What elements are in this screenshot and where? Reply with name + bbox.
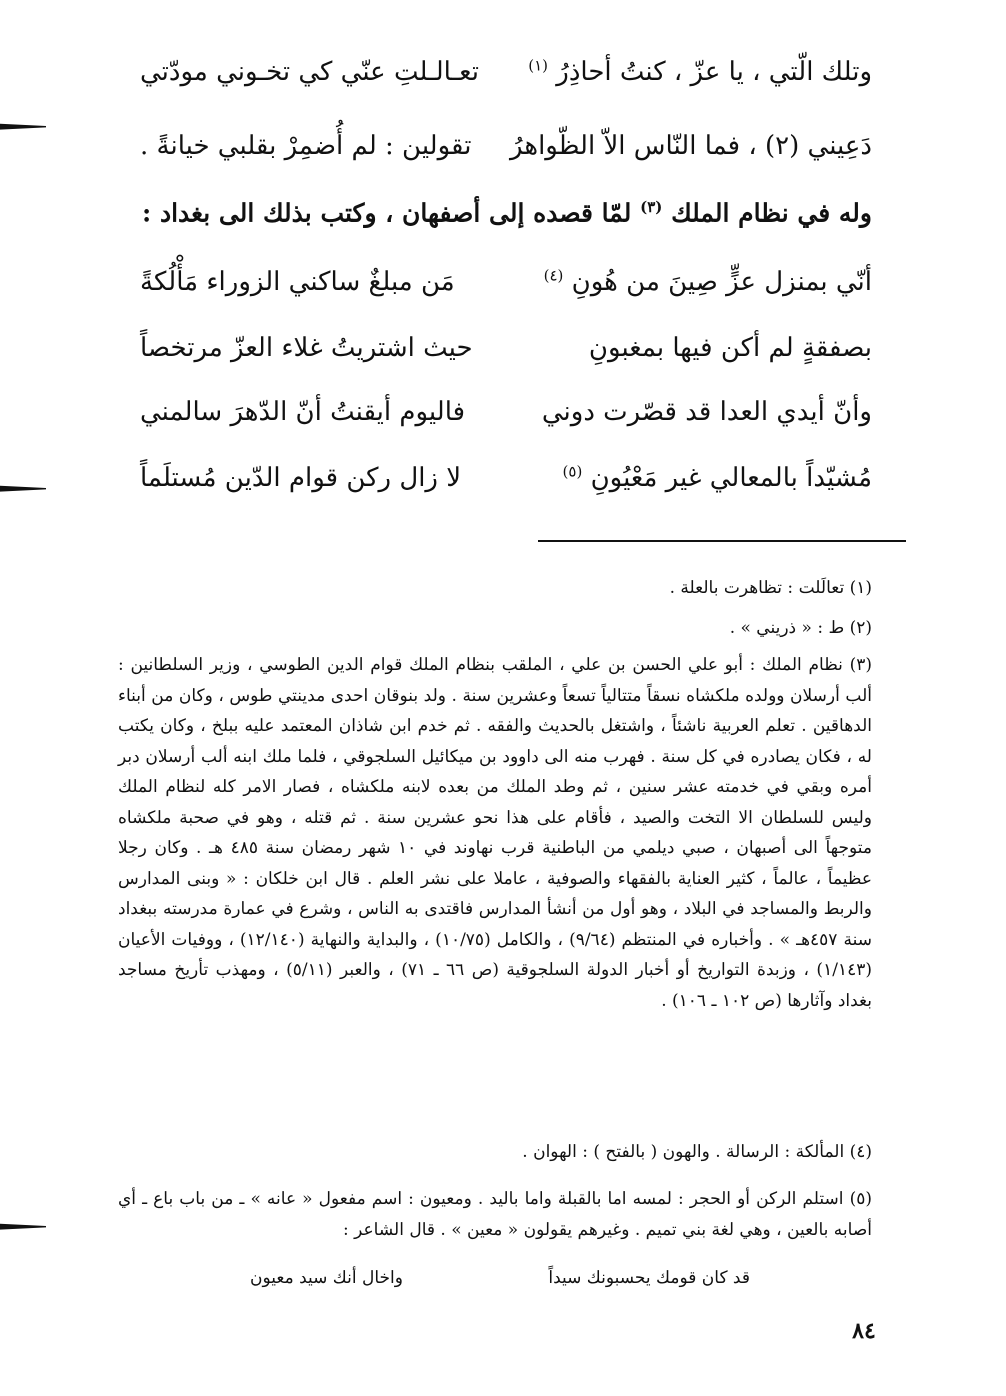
footnote-5: (٥) استلم الركن أو الحجر : لمسه اما بالقبلة واما باليد . ومعيون : اسم مفعول « عانه » ـ من باب باع ـ أي أصابه بالعين ، وهي لغة بني تميم . وغيرهم يقولون « معين » . قال الشاعر : [118,1189,872,1240]
verse-line [140,450,872,508]
scan-edge-mark [0,484,46,493]
footnote-2: (٢) ط : « ذريني » . [729,618,872,638]
verse-second-hemistich: أنّي بمنزل عزٍّ صِينَ من هُونِ $^{(٤)}$ [543,266,872,298]
verse-second-hemistich: بصفقةٍ لم أكن فيها بمغبونِ [588,333,872,364]
footnote-verse [250,1268,750,1288]
footnote-3: (٣) نظام الملك : أبو علي الحسن بن علي ، الملقب بنظام الملك قوام الدين الطوسي ، وزير السلطانين : ألب أرسلان وولده ملكشاه نسقاً متتالياً تسعاً وعشرين سنة . ولد بنوقان احدى مدينتي طوس ، وكان من أبناء الدهاقين . تعلم العربية ناشئاً ، واشتغل بالحديث والفقه . ثم خدم ابن شاذان المعتمد عليه ببلخ ، وكان يكتب له ، فكان يصادره في كل سنة . فهرب منه الى داوود بن ميكائيل السلجوقي ، فلما ملك ابنه ألب أرسلان دبر أمره وبقي في خدمته عشر سنين ، ثم وطد الملك من بعده لابنه ملكشاه ، فصار الامر كله لنظام الملك وليس للسلطان الا التخت والصيد ، فأقام على هذا نحو عشرين سنة . ثم قتله ، وهو في صحبة ملكشاه متوجهاً الى أصبهان ، صبي ديلمي من الباطنية قرب نهاوند في ١٠ شهر رمضان سنة ٤٨٥ هـ . وكان رجلا عظيماً ، عالماً ، كثير العناية بالفقهاء والصوفية ، عاملا على نشر العلم . قال ابن خلكان : « وبنى المدارس والربط والمساجد في البلاد ، وهو أول من أنشأ المدارس فاقتدى به الناس ، وشرع في عمارة مدرسته ببغداد سنة ٤٥٧هـ » . وأخباره في المنتظم (٩/٦٤) ، والكامل (١٠/٧٥) ، والبداية والنهاية (١٢/١٤٠) ، ووفيات الأعيان (١/١٤٣) ، وزبدة التواريخ أو أخبار الدولة السلجوقية (ص ٦٦ ـ ٧١) ، والعبر (٥/١١) ، ومهذب تأريخ مساجد بغداد وآثارها (ص ١٠٢ ـ ١٠٦) . [118,655,873,1011]
footnote-separator [538,540,906,542]
verse-line [140,320,872,378]
page-number: ٨٤ [852,1318,876,1344]
verse-first-hemistich: فاليوم أيقنتُ أنّ الدّهرَ سالمني [140,397,466,428]
verse-first-hemistich: تعـالـلتِ عنّي كي تخـوني مودّتي [140,57,479,88]
verse-first-hemistich: مَن مبلغٌ ساكني الزوراء مَأْلُكةً [140,267,455,298]
verse-second-hemistich: وتلك الّتي ، يا عزّ ، كنتُ أحاذِرُ $^{(١)}$ [528,56,872,88]
footnote-4: (٤) المألكة : الرسالة . والهون ( بالفتح ) : الهوان . [522,1142,872,1162]
verse-line [140,118,872,176]
verse-second-hemistich: مُشيّداً بالمعالي غير مَعْيُونِ $^{(٥)}$ [562,462,872,494]
scan-edge-mark [0,1222,46,1231]
footnote-ref: (٤) [543,266,564,285]
footnote-1: (١) تعالَلت : تظاهرت بالعلة . [669,578,872,598]
verse-second-hemistich: وأنّ أيدي العدا قد قصّرت دوني [541,397,872,428]
verse-first-hemistich: تقولين : لم أُضمِرْ بقلبي خيانةً . [140,131,472,162]
scan-edge-mark [0,122,46,131]
verse-line [140,44,872,102]
footnote-ref: (٣) [640,198,663,216]
footnote-ref: (١) [528,56,548,75]
verse-line [140,384,872,442]
footnote-verse-second: واخال أنك سيد معيون [250,1268,403,1288]
footnote-ref: (٥) [562,462,583,481]
verse-first-hemistich: لا زال ركن قوام الدّين مُستلَماً [140,463,462,494]
verse-first-hemistich: حيث اشتريتُ غلاء العزّ مرتخصاً [140,333,473,364]
verse-second-hemistich: دَعِيني (٢) ، فما النّاس الاّ الظّواهرُ [510,131,872,162]
verse-line [140,254,872,312]
footnote-verse-first: قد كان قومك يحسبونك سيداً [548,1268,750,1288]
intro-line: وله في نظام الملك $^{(٣)}$ لمّا قصده إلى أصفهان ، وكتب بذلك الى بغداد : [142,198,872,228]
